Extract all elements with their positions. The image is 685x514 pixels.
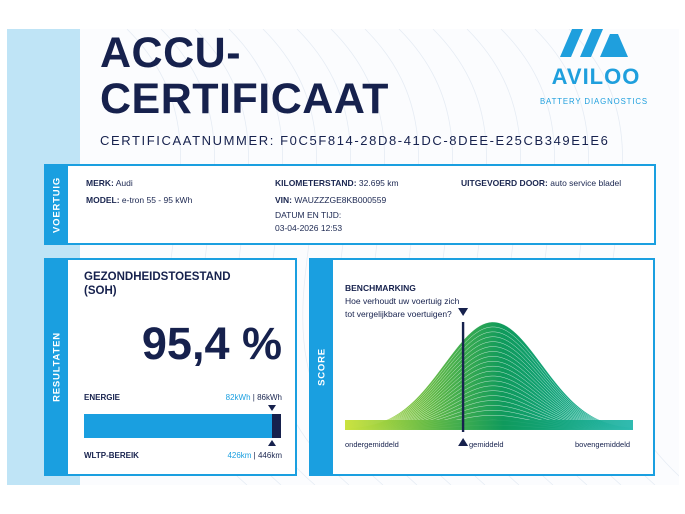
- page-title: [100, 30, 389, 122]
- energy-total: 86kWh: [257, 393, 282, 402]
- energy-bar: [84, 414, 281, 438]
- logo-tagline: BATTERY DIAGNOSTICS: [539, 97, 649, 106]
- axis-label-low: ondergemiddeld: [345, 440, 399, 449]
- logo-mark-icon: [560, 29, 628, 57]
- bar-marker-top: [268, 405, 276, 411]
- vin-field: VIN: WAUZZZGE8KB000559: [275, 195, 387, 205]
- mileage-field: KILOMETERSTAND: 32.695 km: [275, 178, 399, 188]
- vehicle-tab: VOERTUIG: [46, 166, 68, 243]
- datetime-value: 03-04-2026 12:53: [275, 223, 343, 233]
- score-tab: SCORE: [311, 260, 333, 474]
- brand-field: MERK: Audi: [86, 178, 133, 188]
- model-field: MODEL: e-tron 55 - 95 kWh: [86, 195, 193, 205]
- certificate-number: CERTIFICAATNUMMER: F0C5F814-28D8-41DC-8DEE-E25CB349E1E6: [100, 133, 610, 148]
- aviloo-logo: [534, 29, 654, 109]
- range-values: 426km | 446km: [227, 451, 282, 460]
- range-label: WLTP-BEREIK: [84, 451, 139, 460]
- datetime-label: DATUM EN TIJD:: [275, 210, 342, 220]
- soh-value: 95,4 %: [141, 318, 282, 369]
- axis-label-mid: gemiddeld: [469, 440, 504, 449]
- vehicle-panel: [44, 164, 656, 245]
- results-panel: [44, 258, 297, 476]
- energy-current: 82kWh: [225, 393, 251, 402]
- benchmark-title: BENCHMARKING: [345, 283, 416, 293]
- energy-label: ENERGIE: [84, 393, 121, 402]
- results-tab: RESULTATEN: [46, 260, 68, 474]
- energy-bar-remaining: [272, 414, 281, 438]
- bar-marker-bottom: [268, 440, 276, 446]
- title-line-1: ACCU-: [100, 29, 242, 77]
- benchmark-curve: [343, 300, 635, 450]
- performed-by-field: UITGEVOERD DOOR: auto service bladel: [461, 178, 622, 188]
- certificate-sheet: [7, 29, 679, 485]
- soh-label: GEZONDHEIDSTOESTAND (SOH): [84, 271, 231, 297]
- logo-wordmark: AVILOO: [551, 64, 641, 89]
- curve-base: [345, 420, 633, 430]
- vehicle-marker-bottom: [458, 438, 468, 446]
- benchmark-question: Hoe verhoudt uw voertuig zich tot vergelijkbare voertuigen?: [345, 296, 460, 319]
- range-total: 446km: [257, 451, 282, 460]
- energy-values: 82kWh | 86kWh: [225, 393, 282, 402]
- score-panel: [309, 258, 655, 476]
- title-line-2: CERTIFICAAT: [100, 75, 389, 123]
- range-current: 426km: [227, 451, 252, 460]
- axis-label-high: bovengemiddeld: [575, 440, 631, 449]
